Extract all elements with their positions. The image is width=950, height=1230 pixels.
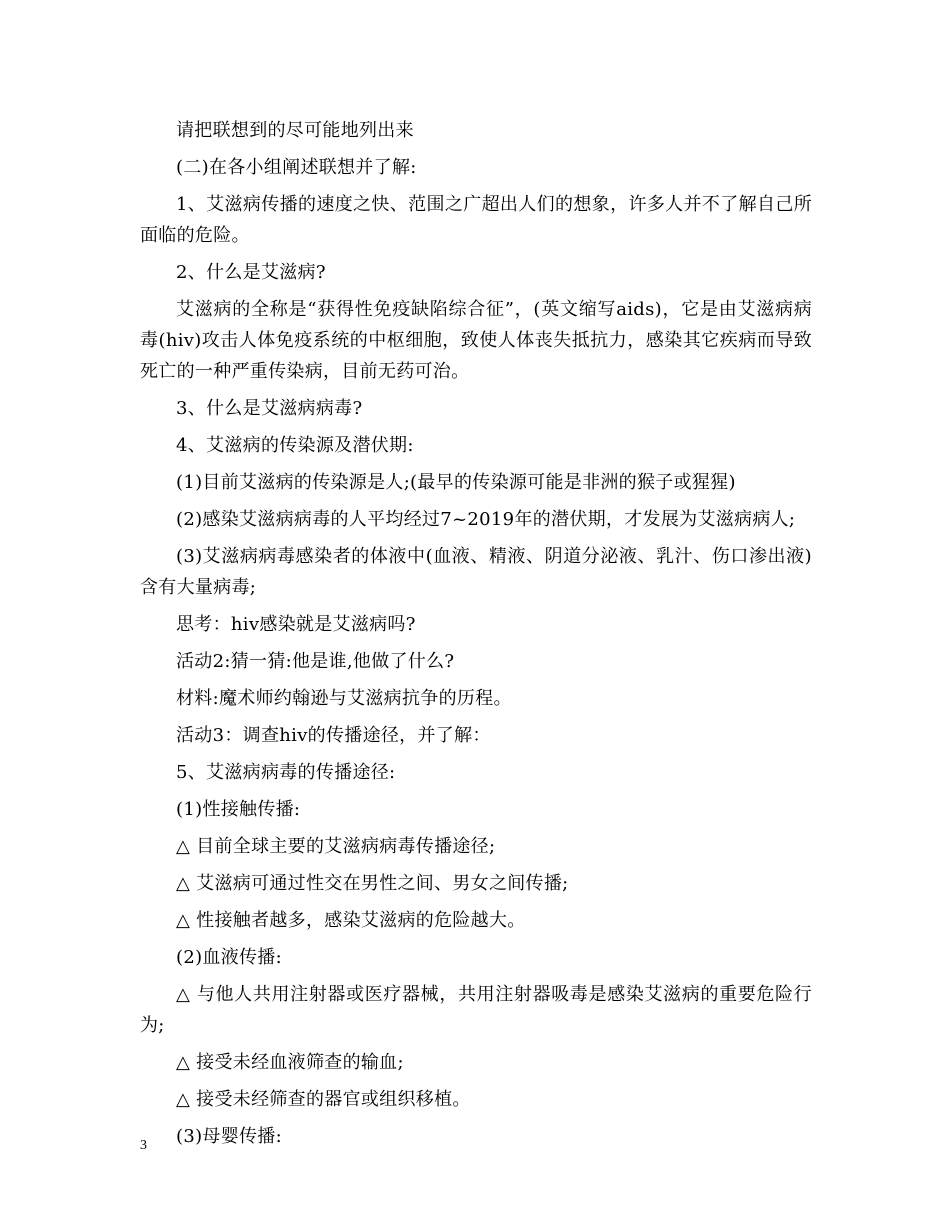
paragraph: 4、艾滋病的传染源及潜伏期: [176,435,414,456]
page-number: 3 [140,1138,147,1153]
paragraph: △ 接受未经血液筛查的输血; [176,1052,404,1073]
paragraph: △ 性接触者越多，感染艾滋病的危险越大。 [176,910,526,931]
paragraph: (1)目前艾滋病的传染源是人;(最早的传染源可能是非洲的猴子或猩猩) [176,472,736,493]
paragraph: 2、什么是艾滋病? [176,262,326,283]
paragraph: 请把联想到的尽可能地列出来 [176,120,414,141]
paragraph: 1、艾滋病传播的速度之快、范围之广超出人们的想象，许多人并不了解自己所面临的危险。 [140,194,812,246]
paragraph: △ 目前全球主要的艾滋病病毒传播途径; [176,836,496,857]
paragraph: (二)在各小组阐述联想并了解: [176,157,417,178]
paragraph: △ 艾滋病可通过性交在男性之间、男女之间传播; [176,873,569,894]
paragraph: △ 接受未经筛查的器官或组织移植。 [176,1089,471,1110]
paragraph: (3)艾滋病病毒感染者的体液中(血液、精液、阴道分泌液、乳汁、伤口渗出液)含有大量病毒; [140,546,812,598]
document-body [140,115,812,1158]
paragraph: △ 与他人共用注射器或医疗器械，共用注射器吸毒是感染艾滋病的重要危险行为; [140,984,812,1036]
paragraph: 材料:魔术师约翰逊与艾滋病抗争的历程。 [176,688,512,709]
paragraph: (2)感染艾滋病病毒的人平均经过7~2019年的潜伏期，才发展为艾滋病病人; [176,509,796,530]
paragraph: 活动3：调查hiv的传播途径，并了解： [176,725,491,746]
paragraph: 5、艾滋病病毒的传播途径: [176,762,396,783]
paragraph: (2)血液传播: [176,947,282,968]
paragraph: 艾滋病的全称是“获得性免疫缺陷综合征”，(英文缩写aids)，它是由艾滋病病毒(hiv)攻击人体免疫系统的中枢细胞，致使人体丧失抵抗力，感染其它疾病而导致死亡的一种严重传染病，目前无药可治。 [140,299,812,382]
paragraph: 活动2:猜一猜:他是谁,他做了什么? [176,651,455,672]
paragraph: 思考：hiv感染就是艾滋病吗? [176,614,416,635]
paragraph: 3、什么是艾滋病病毒? [176,398,363,419]
paragraph: (3)母婴传播: [176,1126,282,1147]
paragraph: (1)性接触传播: [176,799,301,820]
